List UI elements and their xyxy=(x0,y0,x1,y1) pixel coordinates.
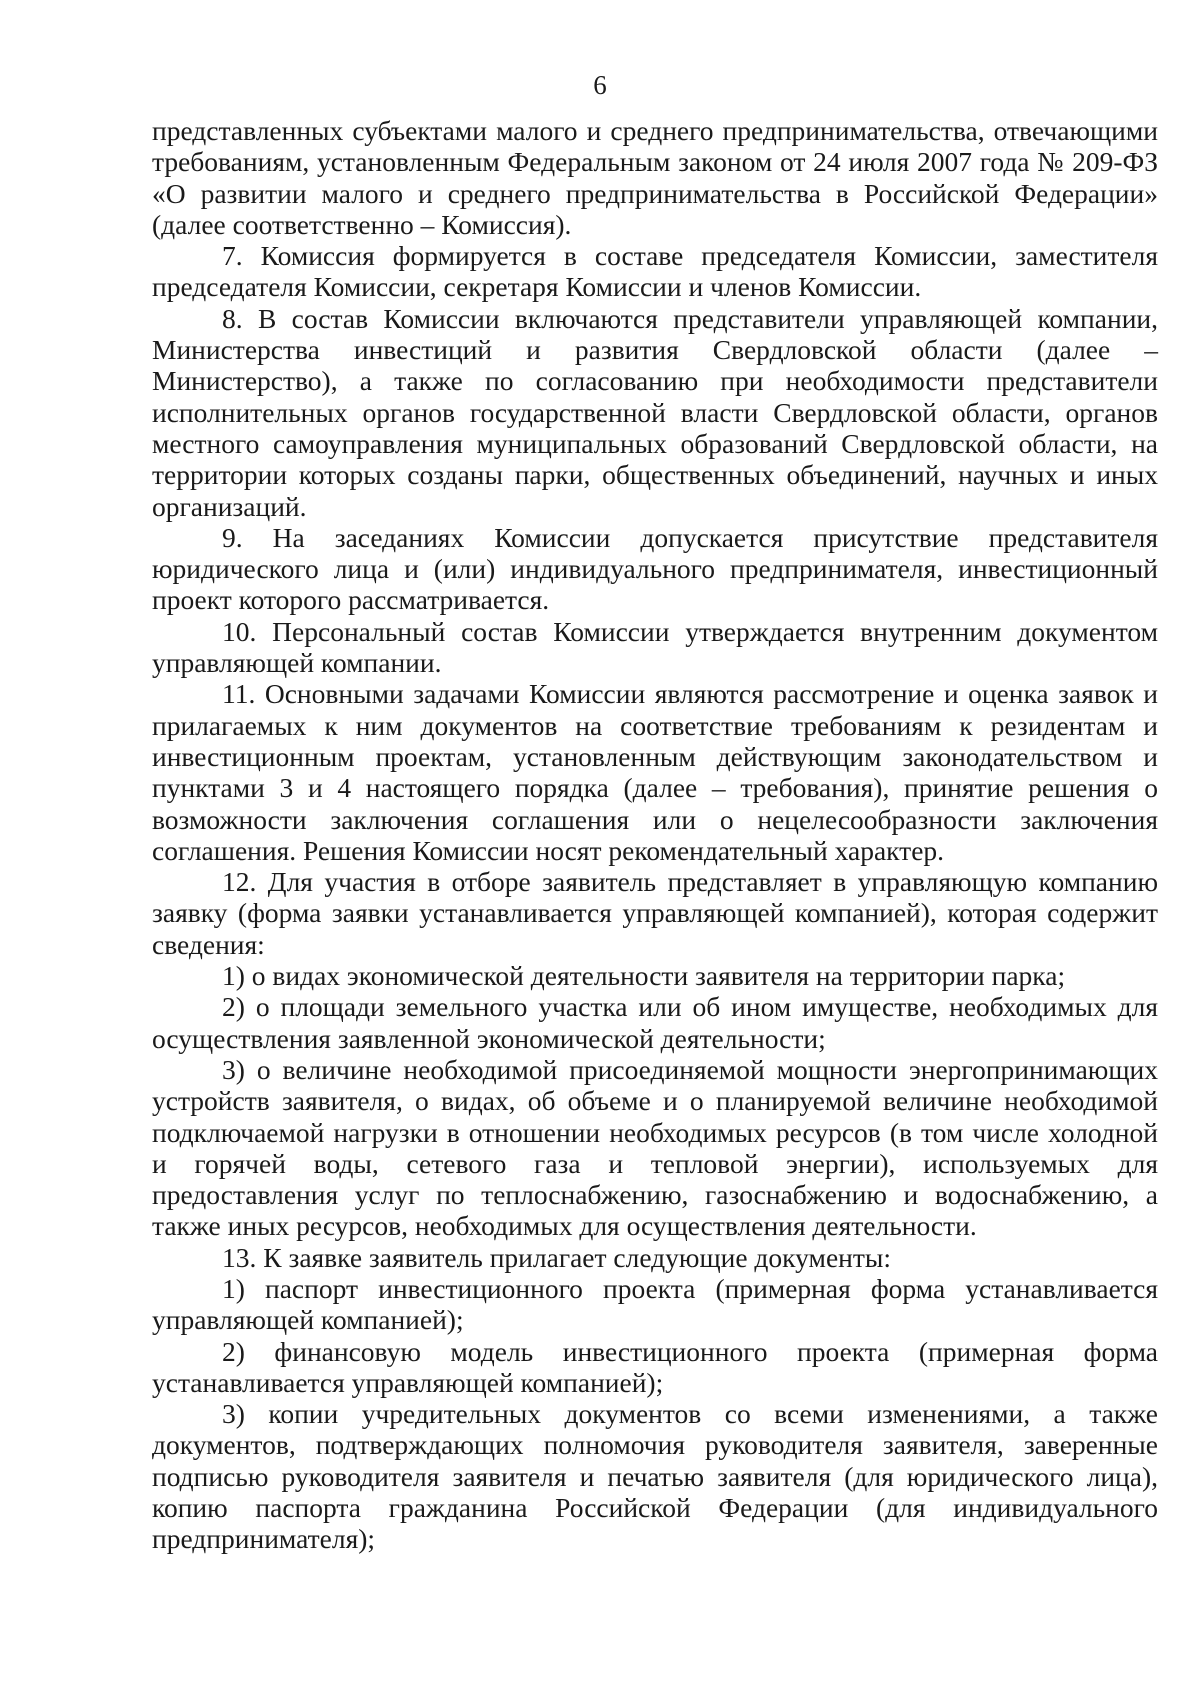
paragraph-item-8: 8. В состав Комиссии включаются представители управляющей компании, Министерства инвестиций и развития Свердловской области (далее – Министерство), а также по согласованию при необходимости представители исполнительных органов государственной власти Свердловской области, органов местного самоуправления муниципальных образований Свердловской области, на территории которых созданы парки, общественных объединений, научных и иных организаций. xyxy=(152,302,1158,522)
paragraph-item-12-sub-3: 3) о величине необходимой присоединяемой мощности энергопринимающих устройств заявителя, о видах, об объеме и о планируемой величине необходимой подключаемой нагрузки в отношении необходимых ресурсов (в том числе холодной и горячей воды, сетевого газа и тепловой энергии), используемых для предоставления услуг по теплоснабжению, газоснабжению и водоснабжению, а также иных ресурсов, необходимых для осуществления деятельности. xyxy=(152,1053,1158,1242)
paragraph-item-7: 7. Комиссия формируется в составе председателя Комиссии, заместителя председателя Комиссии, секретаря Комиссии и членов Комиссии. xyxy=(152,240,1158,303)
paragraph-item-13-sub-2: 2) финансовую модель инвестиционного проекта (примерная форма устанавливается управляющей компанией); xyxy=(152,1335,1158,1398)
page-number: 6 xyxy=(593,70,607,100)
paragraph-item-13-sub-1: 1) паспорт инвестиционного проекта (примерная форма устанавливается управляющей компанией); xyxy=(152,1272,1158,1336)
paragraph-item-13: 13. К заявке заявитель прилагает следующие документы: xyxy=(222,1241,891,1273)
document-body xyxy=(152,115,1158,1555)
paragraph-item-9: 9. На заседаниях Комиссии допускается присутствие представителя юридического лица и (или) индивидуального предпринимателя, инвестиционный проект которого рассматривается. xyxy=(152,521,1158,616)
paragraph-continuation: представленных субъектами малого и среднего предпринимательства, отвечающими требованиям, установленным Федеральным законом от 24 июля 2007 года № 209-ФЗ «О развитии малого и среднего предпринимательства в Российской Федерации» (далее соответственно – Комиссия). xyxy=(152,115,1158,240)
paragraph-item-10: 10. Персональный состав Комиссии утверждается внутренним документом управляющей компании. xyxy=(152,615,1158,679)
paragraph-item-12-sub-2: 2) о площади земельного участка или об ином имуществе, необходимых для осуществления заявленной экономической деятельности; xyxy=(152,991,1158,1054)
paragraph-item-13-sub-3: 3) копии учредительных документов со всеми изменениями, а также документов, подтверждающих полномочия руководителя заявителя, заверенные подписью руководителя заявителя и печатью заявителя (для юридического лица), копию паспорта гражданина Российской Федерации (для индивидуального предпринимателя); xyxy=(152,1398,1158,1555)
paragraph-item-12-sub-1: 1) о видах экономической деятельности заявителя на территории парка; xyxy=(222,960,1066,992)
paragraph-item-12: 12. Для участия в отборе заявитель представляет в управляющую компанию заявку (форма заявки устанавливается управляющей компанией), которая содержит сведения: xyxy=(152,866,1158,960)
paragraph-item-11: 11. Основными задачами Комиссии являются рассмотрение и оценка заявок и прилагаемых к ним документов на соответствие требованиям к резидентам и инвестиционным проектам, установленным действующим законодательством и пунктами 3 и 4 настоящего порядка (далее – требования), принятие решения о возможности заключения соглашения или о нецелесообразности заключения соглашения. Решения Комиссии носят рекомендательный характер. xyxy=(152,678,1158,866)
